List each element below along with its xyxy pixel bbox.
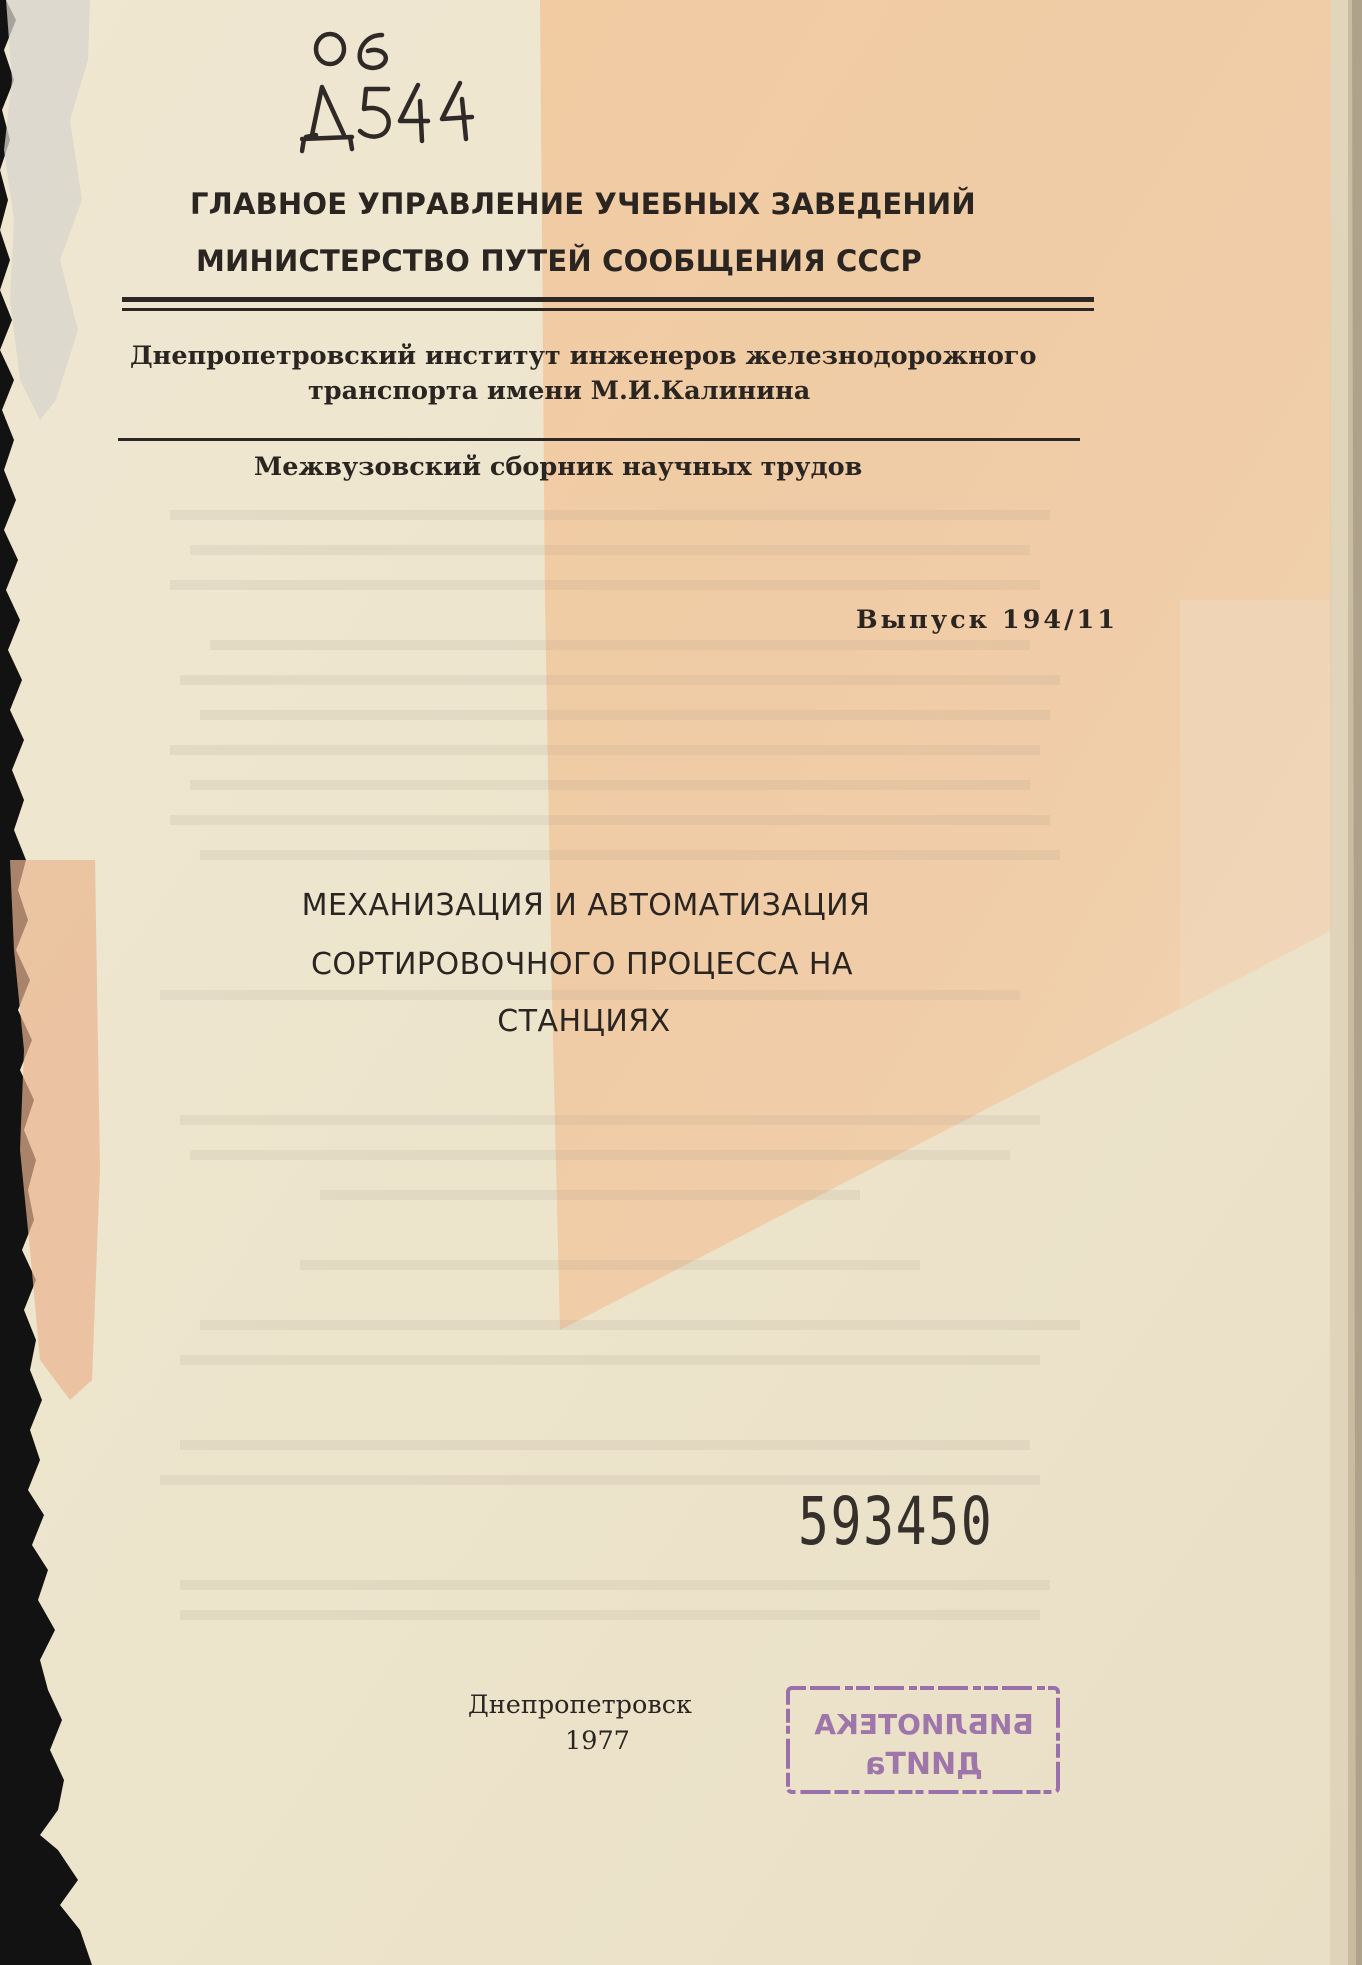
book-title-line3: СТАНЦИЯХ <box>497 1004 671 1039</box>
book-title-line1: МЕХАНИЗАЦИЯ И АВТОМАТИЗАЦИЯ <box>301 888 871 923</box>
inventory-number: 593450 <box>798 1483 994 1560</box>
issue-number: Выпуск 194/11 <box>856 605 1118 635</box>
handwritten-shelf-mark <box>300 25 500 160</box>
collection-type: Межвузовский сборник научных трудов <box>254 452 863 482</box>
stamp-text-line1: БИБЛИОТЕКА <box>814 1708 1034 1741</box>
book-title-line2: СОРТИРОВОЧНОГО ПРОЦЕССА НА <box>310 947 854 982</box>
publication-year: 1977 <box>565 1726 630 1756</box>
header-divider-thin <box>122 308 1094 311</box>
header-ministry-name: МИНИСТЕРСТВО ПУТЕЙ СООБЩЕНИЯ СССР <box>196 244 922 278</box>
header-ministry-department: ГЛАВНОЕ УПРАВЛЕНИЕ УЧЕБНЫХ ЗАВЕДЕНИЙ <box>190 187 976 221</box>
institute-name-line2: транспорта имени М.И.Калинина <box>308 376 811 406</box>
institute-name-line1: Днепропетровский институт инженеров железнодорожного <box>130 341 1037 371</box>
publication-city: Днепропетровск <box>468 1690 692 1720</box>
header-divider-thick <box>122 297 1094 302</box>
institute-divider <box>118 438 1080 441</box>
stamp-text-line2: ДИИТа <box>865 1747 983 1782</box>
library-stamp <box>784 1682 1064 1796</box>
